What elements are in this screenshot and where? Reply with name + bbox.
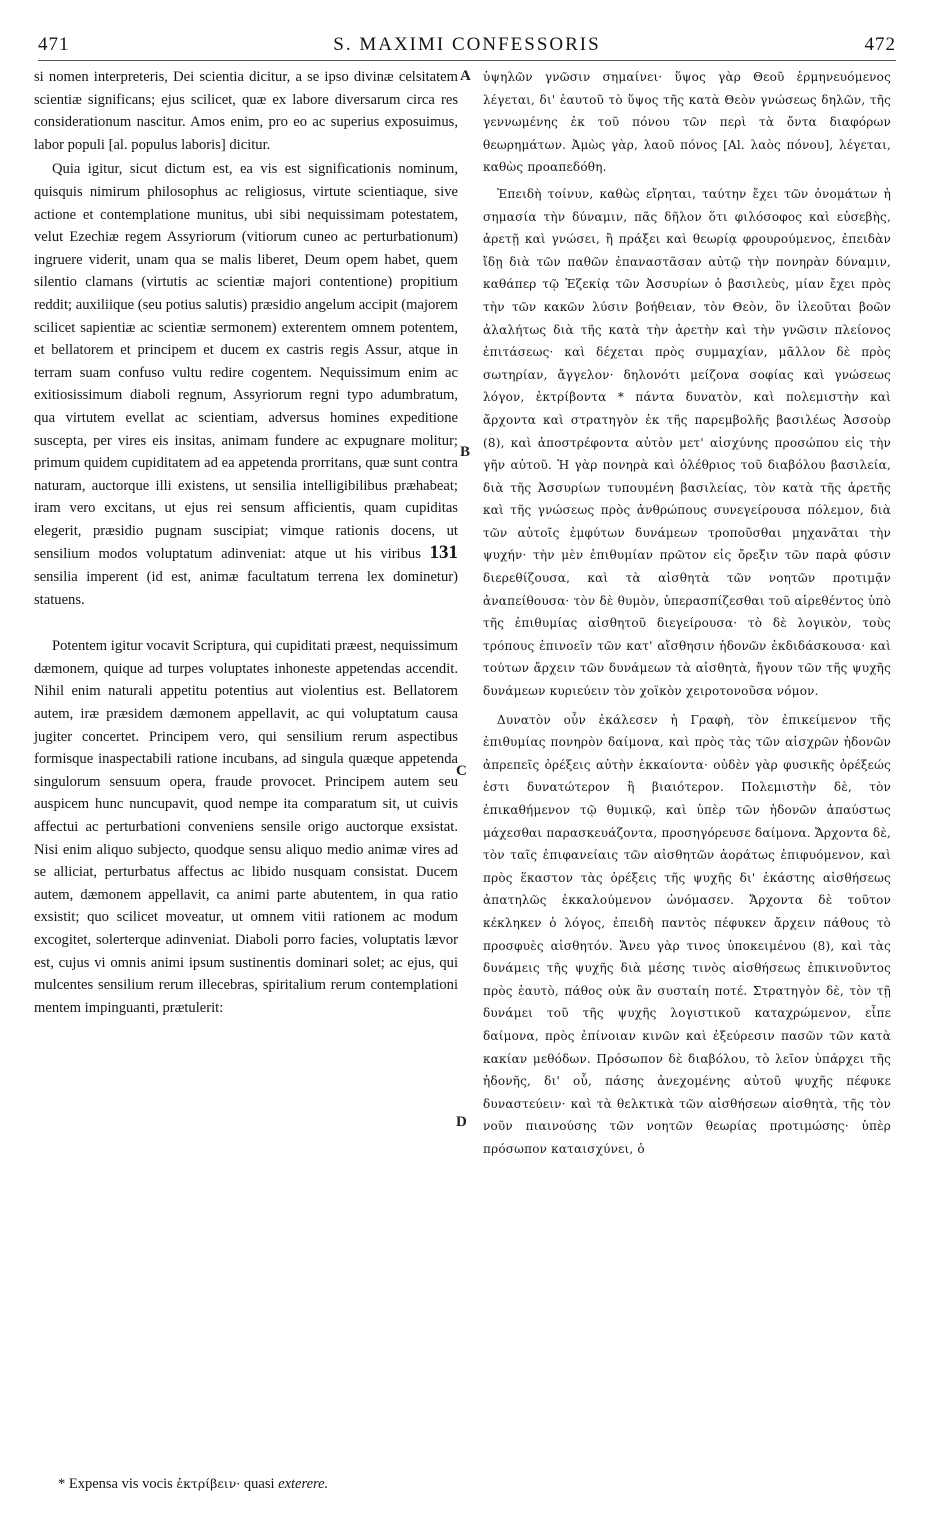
margin-letter-a: A: [460, 68, 471, 84]
latin-paragraph-2-text: Quia igitur, sicut dictum est, ea vis est significationis nominum, quisquis nimirum philosophus ac religiosus, virtute scientiaque, sive actione et contemplatione munitus, ubi sibi nequissimam potestatem, velut Ezechiæ regem Assyriorum (vitiorum cuneo ac perturbationum) ingruere viderit, unam qua se malis liberet, Deum opem habet, quem silentio clamans (virtutis ac scientiæ majori contentione) propitium reddit; auxiliique (seu potius salutis) præsidio angelum accipit (majorem scilicet sapientiæ ac scientiæ sermonem) exterentem omnem potentem, et bellatorem et principem et ducem ex castris regis Assur, atque in terram suam confuso vultu redire cogentem. Nequissimum enim ac exitiosissimum diaboli regnum, Assyriorum regni typo adumbratum, qua virtutem evellat ac scientiam, adversus homines expeditione suscepta, per vires eis insitas, animam fundere ac expugnare molitur; primum quidem cupiditatem ad ea appetenda prorritans, quæ sunt contra naturam, auctorque illi existens, ut sensilia intelligibilibus præhabeat; iram vero excitans, ut ejus rei sensum afficientis, quam cupiditas elegerit, præsidio pugnam suscipiat; vimque rationis docens, ut sensilium modos voluptatum adinveniat: atque ut his viribus: [34, 161, 458, 563]
footnote-italic-word: exterere.: [278, 1476, 329, 1492]
footnote: [58, 1476, 558, 1493]
latin-paragraph-2-end: sensilia imperent (id est, animæ facultatum terrena lex dominetur) statuens.: [34, 569, 458, 608]
footnote-greek-word: ἐκτρίβειν·: [176, 1476, 241, 1491]
running-header: [38, 34, 896, 56]
footnote-text-1: Expensa vis vocis: [68, 1476, 173, 1492]
page-number-right: 472: [864, 34, 896, 55]
header-rule: [38, 60, 896, 61]
latin-column: [34, 66, 458, 1019]
greek-paragraph-1: ὑψηλῶν γνῶσιν σημαίνει· ὕψος γὰρ Θεοῦ ἑρμηνευόμενος λέγεται, δι' ἑαυτοῦ τὸ ὕψος τῆς κατὰ Θεὸν γνώσεως δηλῶν, τῆς γεννωμένης ἐκ τοῦ πόνου τῶν περὶ τὰ ὄντα διαφόρων θεωρημάτων. Ἀμὼς γὰρ, λαοῦ πόνος [Al. λαὸς πόνου], λέγεται, καθὼς προαπεδόθη.: [483, 70, 891, 175]
greek-paragraph-3: Δυνατὸν οὖν ἐκάλεσεν ἡ Γραφὴ, τὸν ἐπικείμενον τῆς ἐπιθυμίας πονηρὸν δαίμονα, καὶ πρὸς τὰς τῶν αἰσχρῶν ἡδονῶν ἀπρεπεῖς ὀρέξεις αὐτὴν ἐκκαίοντα· οὐδὲν γὰρ φυσικῆς ὀρέξεώς ἐστι δυνατώτερον ἢ βιαιότερον. Πολεμιστὴν δὲ, τὸν ἐπικαθήμενον τῷ θυμικῷ, καὶ ὑπὲρ τῶν ἡδονῶν ἀπαύστως μάχεσθαι παρασκευάζοντα, προσηγόρευσε δαίμονα. Ἄρχοντα δὲ, τὸν ταῖς ἐπιφανείαις τῶν αἰσθητῶν ἀοράτως ἐπιφυόμενον, καὶ πρὸς ἕκαστον τὰς ὀρέξεις τῆς ψυχῆς δι' ἑκάστης αἰσθήσεως ἀπατηλῶς ἐκκαλούμενον ὠνόμασεν. Ἄρχοντα δὲ τοῦτον κέκληκεν ὁ λόγος, ἐπειδὴ παντὸς πέφυκεν ἄρχειν πάθους τὸ προσφυὲς αἰσθητόν. Ἄνευ γὰρ τινος ὑποκειμένου (8), καὶ τὰς δυνάμεις τῆς ψυχῆς διὰ μέσης τινὸς αἰσθήσεως ἐπικινοῦντος πρὸς ἑαυτὸ, πάθος οὐκ ἂν συσταίη ποτέ. Στρατηγὸν δὲ, τὸν τῇ δυνάμει τοῦ τῆς ψυχῆς λογιστικοῦ καταχρώμενον, εἶπε δαίμονα, πρὸς ἐπίνοιαν κινῶν καὶ ἐξεύρεσιν πασῶν τῶν κατὰ κακίαν μεθόδων. Πρόσωπον δὲ διαβόλου, τὸ λεῖον ὑπάρχει τῆς ἡδονῆς, δι' οὗ, πάσης ἀνεχομένης αὐτοῦ ψυχῆς πέφυκε δυναστεύειν· καὶ τὰ θελκτικὰ τῶν αἰσθήσεων αἰσθητὰ, τῆς τὸν νοῦν πιαινούσης τῶν νοητῶν θεωρίας προτιμώσης· ὑπὲρ πρόσωπον καταισχύνει, ὁ: [483, 712, 891, 1156]
latin-paragraph-2: [34, 158, 458, 611]
page-number-left: 471: [38, 34, 70, 55]
greek-column: [483, 66, 891, 1161]
footnote-marker: *: [58, 1476, 66, 1492]
margin-letter-b: B: [460, 444, 471, 460]
column-number: 131: [429, 542, 458, 564]
margin-letter-d: D: [456, 1114, 467, 1130]
latin-paragraph-1: si nomen interpreteris, Dei scientia dicitur, a se ipso divinæ celsitatem scientiæ significans; ejus scilicet, quæ ex labore diversarum circa res considerationum nascitur. Amos enim, pro eo ac superius exposuimus, labor populi [al. populus laboris] dicitur.: [34, 69, 458, 153]
latin-paragraph-3: Potentem igitur vocavit Scriptura, qui cupiditati præest, nequissimum dæmonem, quique ad turpes voluptates inhoneste appetendas accendit. Nihil enim naturali appetitu potentius aut violentius est. Bellatorem autem, iræ præsidem dæmonem appellavit, ac qui voluptatum causa jugiter concertet. Principem vero, qui sensilium rerum aspectibus formisque inaspectabili ratione incubans, ad singula quæque appetenda singulorum sensuum opera, fraude provocet. Principem autem seu auspicem hunc nuncupavit, quod nempe ita comparatum sit, ut cuivis affectui ac perturbationi conveniens sensile origo auctorque exsistat. Nisi enim aliquo subjecto, quodque sensu aliquo medio animæ vires ad se alliciat, perturbatus affectus ac libido nusquam consistat. Ducem autem, dæmonem appellavit, ca animi parte abutentem, in qua ratio exsistit; quo scilicet moveatur, ut omnem vitii rationem ac modum excogitet, solerterque adinveniat. Diaboli porro facies, voluptatis lævor est, cujus vi omnis animi ipsum sustinentis dominari solet; ac ejus, qui mulcentes sensilium rerum illecebras, spiritalium rerum contemplationi mentem impinguanti, prætulerit:: [34, 638, 458, 1016]
running-title: S. MAXIMI CONFESSORIS: [333, 34, 601, 55]
margin-letter-c: C: [456, 763, 467, 779]
greek-paragraph-2: Ἐπειδὴ τοίνυν, καθὼς εἴρηται, ταύτην ἔχει τῶν ὀνομάτων ἡ σημασία τὴν δύναμιν, πᾶς δῆλον ὅτι φιλόσοφος καὶ εὐσεβὴς, ἀρετῇ καὶ γνώσει, ἢ πράξει καὶ θεωρίᾳ φρουρούμενος, ἐπειδὰν ἴδῃ διὰ τῶν παθῶν ἐπαναστᾶσαν αὐτῷ τὴν πονηρὰν δύναμιν, καθάπερ τῷ Ἐζεκίᾳ τῶν Ἀσσυρίων ὁ βασιλεὺς, μίαν ἔχει πρὸς τὴν τῶν κακῶν λύσιν βοήθειαν, τὸν Θεὸν, ὃν ἱλεοῦται βοῶν ἀλαλήτως διὰ τῆς κατὰ τὴν ἀρετὴν καὶ τὴν γνῶσιν πλείονος ἐπιτάσεως· καὶ δέχεται πρὸς συμμαχίαν, μᾶλλον δὲ πρὸς σωτηρίαν, ἄγγελον· δηλονότι μείζονα σοφίας καὶ γνώσεως λόγον, ἐκτρίβοντα * πάντα δυνατὸν, καὶ πολεμιστὴν καὶ ἄρχοντα καὶ στρατηγὸν ἐκ τῆς παρεμβολῆς βασιλέως Ἀσσοὺρ (8), καὶ ἀποστρέφοντα αὐτὸν μετ' αἰσχύνης προσώπου εἰς τὴν γῆν αὐτοῦ. Ἡ γὰρ πονηρὰ καὶ ὀλέθριος τοῦ διαβόλου βασιλεία, διὰ τῆς Ἀσσυρίων τυπουμένη βασιλείας, τὸν κατὰ τῆς ἀρετῆς καὶ τῆς γνώσεως πρὸς ἀνθρώπους συνεγείρουσα πόλεμον, διὰ τῶν αὐτοῖς ἐμφύτων δυνάμεων τροποῦσθαι μηχανᾶται τὴν ψυχήν· τὴν μὲν ἐπιθυμίαν πρῶτον εἰς ὄρεξιν τῶν παρὰ φύσιν διερεθίζουσα, καὶ τὰ αἰσθητὰ τῶν νοητῶν προτιμᾷν ἀναπείθουσα· τὸν δὲ θυμὸν, ὑπερασπίζεσθαι τοῦ αἱρεθέντος ὑπὸ τῆς ἐπιθυμίας αἰσθητοῦ διεγείρουσα· τὸ δὲ λογικὸν, τοὺς τρόπους ἐπινοεῖν τῶν κατ' αἴσθησιν ἡδονῶν ἐκδιδάσκουσα· καὶ τούτων ἄρχειν τῶν δυνάμεων τὰ αἰσθητὰ, ἤγουν τῶν τῆς ψυχῆς δυνάμεων κυριεύειν τὸν χοϊκὸν χειροτονοῦσα νόμον.: [483, 186, 891, 699]
footnote-text-2: quasi: [243, 1476, 275, 1492]
